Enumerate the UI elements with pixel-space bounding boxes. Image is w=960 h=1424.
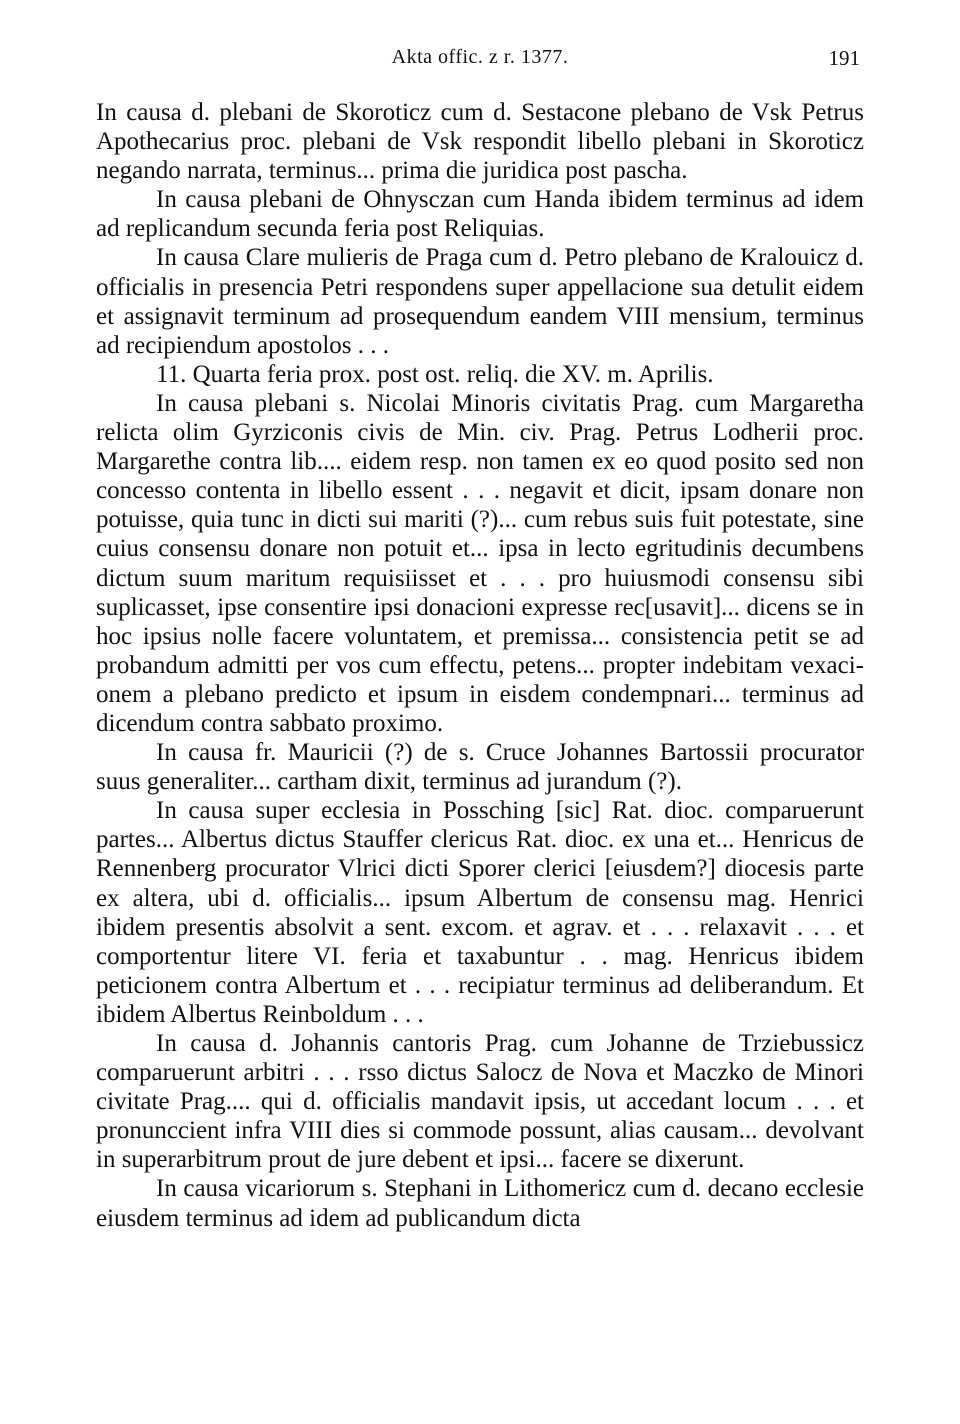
running-header xyxy=(96,40,864,74)
section-heading: 11. Quarta feria prox. post ost. reliq. die XV. m. Aprilis. xyxy=(156,360,714,388)
paragraph: In causa plebani de Ohnysczan cum Handa ibidem terminus ad idem ad replicandum secunda feria post Reliquias. xyxy=(96,186,864,243)
paragraph: In causa d. Johannis cantoris Prag. cum Johanne de Trziebussicz comparuerunt arbitri . . . rsso dictus Salocz de Nova et Maczko de Minori civitate Prag.... qui d. officialis mandavit ipsis, ut accedant locum . . . et pronunccient infra VIII dies si commode possunt, alias causam... devolvant in superarbitrum prout de jure debent et ipsi... facere se dixerunt. xyxy=(96,1030,864,1174)
paragraph: In causa Clare mulieris de Praga cum d. Petro plebano de Kralouicz d. officialis in presencia Petri respondens super appellacione sua detulit eidem et assignavit terminum ad prosequendum eandem VIII mensium, terminus ad recipiendum apostolos . . . xyxy=(96,244,864,359)
body-text xyxy=(96,98,864,1233)
paragraph: In causa plebani s. Nicolai Minoris civitatis Prag. cum Margaretha relicta olim Gyrziconis civis de Min. civ. Prag. Petrus Lodherii proc. Margarethe contra lib.... eidem resp. non tamen ex eo quod posito sed non concesso contenta in libello essent . . . negavit et dicit, ipsam donare non potuisse, quia tunc in dicti sui mariti (?)... cum rebus suis fuit potestate, sine cuius consensu donare non potuit et... ipsa in lecto egritudinis decumbens dictum suum maritum requisiisset et . . . pro huiusmodi consensu sibi suplicasset, ipse consentire ipsi donacioni expresse rec[usavit]... dicens se in hoc ipsius nolle facere voluntatem, et premissa... consistencia petit se ad probandum admitti per vos cum effectu, petens... propter indebitam vexacionem a plebano predicto et ipsum in eisdem condempnari... terminus ad dicendum contra sabbato proximo. xyxy=(96,389,864,737)
paragraph: In causa fr. Mauricii (?) de s. Cruce Johannes Bartossii procurator suus generaliter... cartham dixit, terminus ad jurandum (?). xyxy=(96,739,864,796)
paragraph: In causa super ecclesia in Possching [sic] Rat. dioc. comparuerunt partes... Albertus dictus Stauffer clericus Rat. dioc. ex una et... Henricus de Rennenberg procurator Vlrici dicti Sporer clerici [eiusdem?] diocesis parte ex altera, ubi d. officialis... ipsum Albertum de consensu mag. Henrici ibidem presentis absolvit a sent. excom. et agrav. et . . . relaxavit . . . et comportentur litere VI. feria et taxabuntur . . mag. Henricus ibidem peticionem contra Albertum et . . . recipiatur terminus ad deliberandum. Et ibidem Albertus Reinboldum . . . xyxy=(96,797,864,1028)
paragraph: In causa vicariorum s. Stephani in Lithomericz cum d. decano ecclesie eiusdem terminus ad idem ad publicandum dicta xyxy=(96,1175,864,1232)
page-number: 191 xyxy=(828,46,860,70)
paragraph: In causa d. plebani de Skoroticz cum d. Sestacone plebano de Vsk Petrus Apothecarius proc. plebani de Vsk respondit libello plebani in Skoroticz negando narrata, terminus... prima die juridica post pascha. xyxy=(96,99,864,185)
running-title: Akta offic. z r. 1377. xyxy=(391,46,569,68)
document-page xyxy=(96,40,864,1233)
